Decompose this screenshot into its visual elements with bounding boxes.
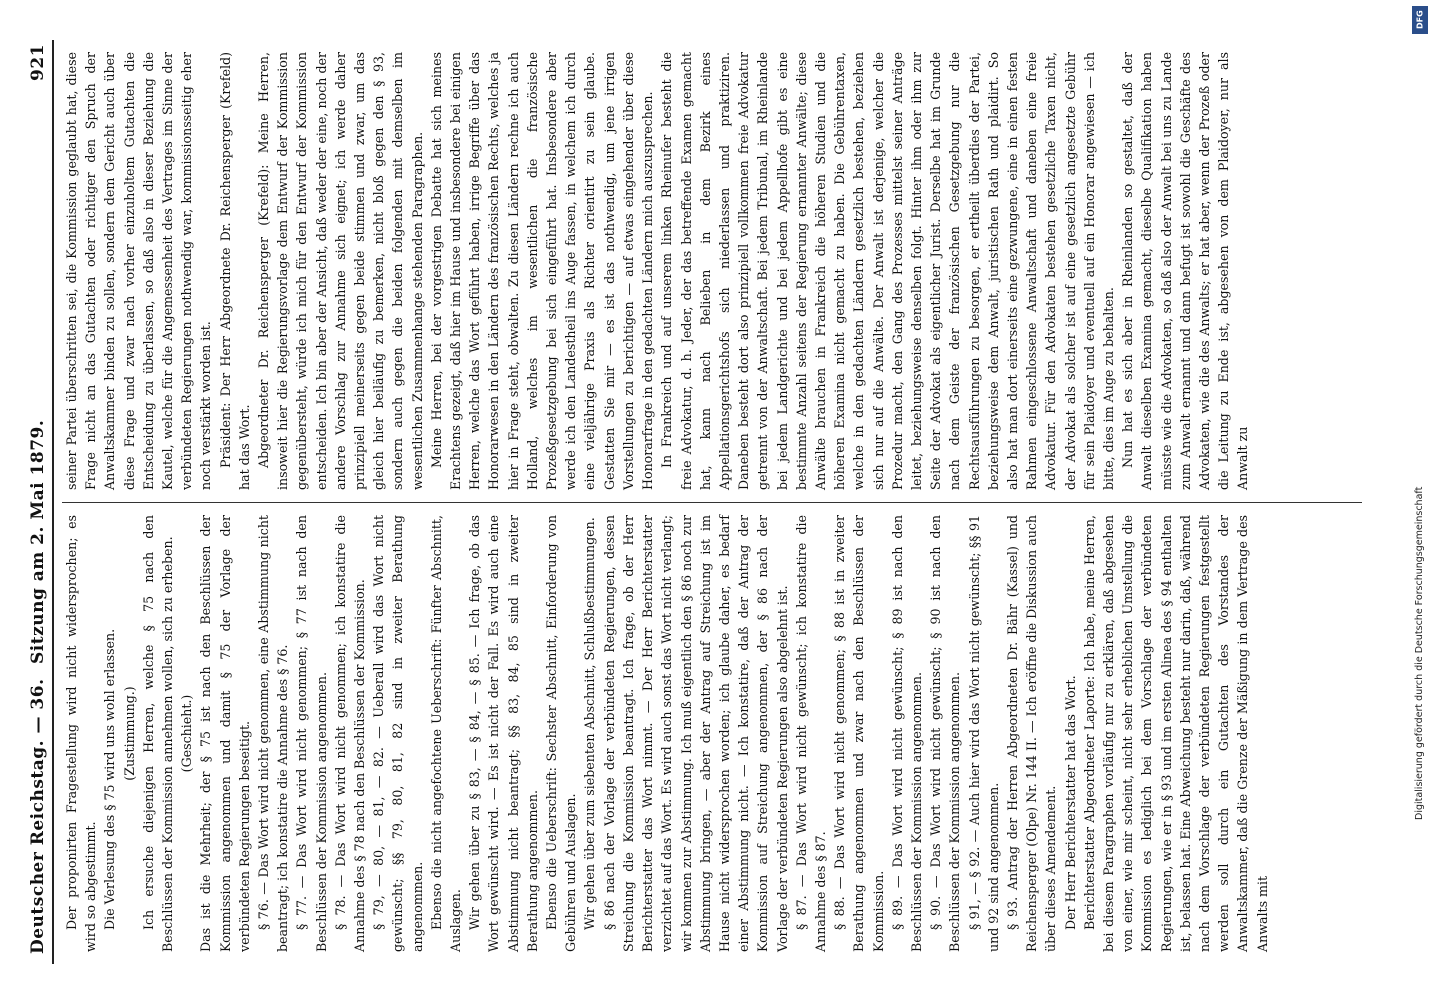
paragraph: § 90. — Das Wort wird nicht gewünscht; § 90 ist nach den Beschlüssen der Kommission angenommen.	[928, 515, 963, 952]
digitization-credit: Digitalisierung gefördert durch die Deutsche Forschungsgemeinschaft	[1414, 486, 1425, 820]
paragraph: (Geschieht.)	[179, 694, 195, 773]
dfg-logo: DFG	[1412, 6, 1428, 34]
paragraph: Präsident: Der Herr Abgeordnete Dr. Reichensperger (Krefeld) hat das Wort.	[217, 52, 252, 490]
paragraph: Ebenso die Ueberschrift: Sechster Abschnitt, Einforderung von Gebühren und Auslagen.	[544, 515, 579, 952]
right-column	[62, 40, 1362, 502]
text-columns	[62, 40, 1362, 964]
paragraph: § 88. — Das Wort wird nicht genommen; § 88 ist in zweiter Berathung angenommen und zwar nach den Beschlüssen der Kommission.	[832, 515, 886, 952]
page-number: 921	[28, 44, 48, 81]
paragraph: § 77. — Das Wort wird nicht genommen; § 77 ist nach den Beschlüssen der Kommission angenommen.	[294, 515, 329, 952]
paragraph: § 78. — Das Wort wird nicht genommen; ich konstatire die Annahme des § 78 nach den Beschlüssen der Kommission.	[332, 515, 368, 952]
paragraph: § 76. — Das Wort wird nicht genommen, eine Abstimmung nicht beantragt; ich konstatire die Annahme des § 76.	[256, 515, 291, 952]
paragraph: Der proponirten Fragestellung wird nicht widersprochen; es wird so abgestimmt.	[64, 515, 99, 952]
running-header	[22, 40, 54, 964]
header-publication: Deutscher Reichstag. — 36.	[28, 678, 48, 954]
paragraph: § 87. — Das Wort wird nicht gewünscht; ich konstatire die Annahme des § 87.	[793, 515, 828, 952]
paragraph: Die Verlesung des § 75 wird uns wohl erlassen.	[102, 628, 118, 930]
paragraph: Meine Herren, bei der vorgestrigen Debatte hat sich meines Erachtens gezeigt, daß hier im Hause und insbesondere bei einigen Herren, welche das Wort geführt haben, irrige Begriffe über das Honorarwesen in den Ländern des französischen Rechts, welches ja hier in Frage steht, obwalten. Zu diesen Ländern rechne ich auch Holland, welches im wesentlichen die französische Prozeßgesetzgebung bei sich eingeführt hat. Insbesondere aber werde ich den Landestheil ins Auge fassen, in welchem ich durch eine vieljährige Praxis als Richter orientirt zu sein glaube. Gestatten Sie mir — es ist das nothwendig, um jene irrigen Vorstellungen zu berichtigen — auf etwas eingehender über diese Honorarfrage in den gedachten Ländern mich auszusprechen.	[428, 52, 656, 490]
paragraph: Wir gehen über zu § 83, — § 84, — § 85. — Ich frage, ob das Wort gewünscht wird. — Es ist nicht der Fall. Es wird auch eine Abstimmung nicht beantragt; §§ 83, 84, 85 sind in zweiter Berathung angenommen.	[467, 515, 540, 952]
paragraph: § 93. Antrag der Herren Abgeordneten Dr. Bähr (Kassel) und Reichensperger (Olpe) Nr. 144 II. — Ich eröffne die Diskussion auch über dieses Amendement.	[1004, 515, 1059, 952]
paragraph: Das ist die Mehrheit; der § 75 ist nach den Beschlüssen der Kommission angenommen und damit § 75 der Vorlage der verbündeten Regierungen beseitigt.	[198, 515, 252, 952]
header-session-date: Sitzung am 2. Mai 1879.	[28, 419, 48, 664]
paragraph: § 89. — Das Wort wird nicht gewünscht; § 89 ist nach den Beschlüssen der Kommission angenommen.	[889, 515, 924, 952]
paragraph: Der Herr Berichterstatter hat das Wort.	[1062, 675, 1078, 930]
paragraph: Ich ersuche diejenigen Herren, welche § 75 nach den Beschlüssen der Kommission annehmen wollen, sich zu erheben.	[140, 515, 176, 952]
paragraph: Berichterstatter Abgeordneter Laporte: Ich habe, meine Herren, bei diesem Paragraphen vorläufig nur zu erklären, daß abgesehen von einer, wie mir scheint, nicht sehr erheblichen Umstellung die Kommission es lediglich bei dem Vorschlage der verbündeten Regierungen, wie er in § 93 und im ersten Alinea des § 94 enthalten ist, belassen hat. Eine Abweichung besteht nur darin, daß, während nach dem Vorschlage der verbündeten Regierungen festgestellt werden soll durch ein Gutachten des Vorstandes der Anwaltskammer, daß die Grenze der Mäßigung in dem Vertrage des Anwalts mit	[1081, 515, 1270, 952]
paragraph: Abgeordneter Dr. Reichensperger (Krefeld): Meine Herren, insoweit hier die Regierungsvorlage dem Entwurf der Kommission gegenübersteht, würde ich mich für den Entwurf der Kommission entscheiden. Ich bin aber der Ansicht, daß weder der eine, noch der andere Vorschlag zur Annahme sich eignet; ich werde daher prinzipiell meinerseits gegen beide stimmen und zwar, um das gleich hier beiläufig zu bemerken, nicht bloß gegen den § 93, sondern auch gegen die beiden folgenden mit demselben im wesentlichen Zusammenhange stehenden Paragraphen.	[256, 52, 425, 490]
paragraph: Ebenso die nicht angefochtene Ueberschrift: Fünfter Abschnitt, Auslagen.	[428, 515, 464, 952]
paragraph: seiner Partei überschritten sei, die Kommission geglaubt hat, diese Frage nicht an das Gutachten oder richtiger den Spruch der Anwaltskammer binden zu sollen, sondern dem Gericht auch über diese Frage und zwar nach vorher einzuholtem Gutachten die Entscheidung zu überlassen, so daß also in dieser Beziehung die Kautel, welche für die Angemessenheit des Vertrages im Sinne der verbündeten Regierungen nothwendig war, kommissionsseitig eher noch verstärkt worden ist.	[64, 52, 214, 490]
paragraph: (Zustimmung.)	[121, 686, 137, 781]
paragraph: Wir gehen über zum siebenten Abschnitt, Schlußbestimmungen.	[582, 517, 598, 930]
paragraph: Nun hat es sich aber in Rheinlanden so gestaltet, daß der Anwalt dieselben Examina gemacht, dieselbe Qualifikation haben müsste wie die Advokaten, so daß also der Anwalt bei uns zu Lande zum Anwalt ernannt und dann befugt ist sowohl die Geschäfte des Advokaten, wie die des Anwalts; er hat aber, wenn der Prozeß oder die Leitung zu Ende ist, abgesehen von dem Plaidoyer, nur als Anwalt zu	[1120, 52, 1251, 490]
left-column	[62, 502, 1362, 964]
paragraph: § 79, — 80, — 81, — 82. — Ueberall wird das Wort nicht gewünscht; §§ 79, 80, 81, 82 sind in zweiter Berathung angenommen.	[371, 515, 425, 952]
paragraph: § 86 nach der Vorlage der verbündeten Regierungen, dessen Streichung die Kommission beantragt. Ich frage, ob der Herr Berichterstatter das Wort nimmt. — Der Herr Berichterstatter verzichtet auf das Wort. Es wird auch sonst das Wort nicht verlangt; wir kommen zur Abstimmung. Ich muß eigentlich den § 86 noch zur Abstimmung bringen, — aber der Antrag auf Streichung ist im Hause nicht widersprochen worden; ich glaube daher, es bedarf einer Abstimmung nicht. — Ich konstatire, daß der Antrag der Kommission auf Streichung angenommen, der § 86 nach der Vorlage der verbündeten Regierungen also abgelehnt ist.	[601, 515, 790, 952]
paragraph: § 91, — § 92. — Auch hier wird das Wort nicht gewünscht; §§ 91 und 92 sind angenommen.	[966, 515, 1001, 952]
paragraph: In Frankreich und auf unserem linken Rheinufer besteht die freie Advokatur, d. h. Jeder, der das betreffende Examen gemacht hat, kann nach Belieben in dem Bezirk eines Appellationsgerichtshofs sich niederlassen und praktiziren. Daneben besteht dort also prinzipiell vollkommen freie Advokatur getrennt von der Anwaltschaft. Bei jedem Tribunal, im Rheinlande bei jedem Landgerichte und bei jedem Appellhofe gibt es eine bestimmte Anzahl seitens der Regierung ernannter Anwälte; diese Anwälte brauchen in Frankreich die höheren Studien und die höheren Examina nicht gemacht zu haben. Die Gebührentaxen, welche in den gedachten Ländern gesetzlich bestehen, beziehen sich nur auf die Anwälte. Der Anwalt ist derjenige, welcher die Prozedur macht, den Gang des Prozesses mittelst seiner Anträge leitet, beziehungsweise denselben folgt. Hinter ihm oder ihm zur Seite der Advokat als eigentlicher Jurist. Derselbe hat im Grunde nach dem Geiste der französischen Gesetzgebung nur die Rechtsausführungen zu besorgen, er ertheilt überdies der Partei, beziehungsweise dem Anwalt, juristischen Rath und plaidirt. So also hat man dort einerseits eine gezwungene, eine in einen festen Rahmen eingeschlossene Anwaltschaft und daneben eine freie Advokatur. Für den Advokaten bestehen gesetzliche Taxen nicht, der Advokat als solcher ist auf eine gesetzlich angesetzte Gebühr für sein Plaidoyer und eventuell auf ein Honorar angewiesen — ich bitte, dies im Auge zu behalten.	[659, 52, 1116, 490]
